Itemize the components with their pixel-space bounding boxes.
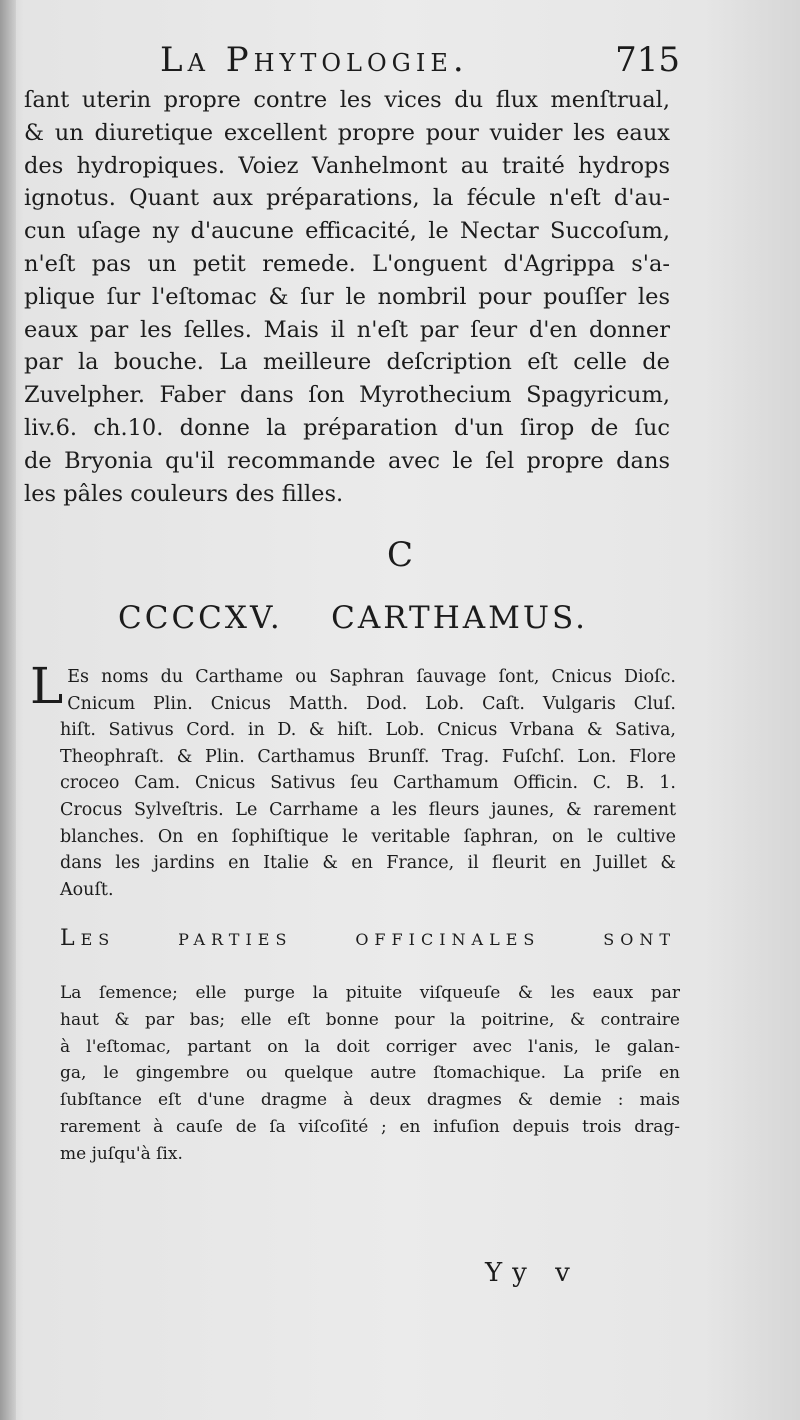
text-line: haut & par bas; elle eſt bonne pour la poitrine, & contraire [60,1009,680,1030]
paragraph-seed-uses [60,980,680,1168]
text-line: de Bryonia qu'il recommande avec le ſel propre dans [24,447,670,474]
subheading-text: ES PARTIES OFFICINALES SONT [80,930,676,949]
text-line: à l'eſtomac, partant on la doit corriger avec l'anis, le galan- [60,1036,680,1057]
text-line: Es noms du Carthame ou Saphran ſauvage ſont, Cnicus Dioſc. [67,667,676,687]
text-line: La ſemence; elle purge la pituite viſqueuſe & les eaux par [60,983,680,1003]
section-title: CCCCXV. CARTHAMUS. [118,600,588,636]
paragraph-bryonia-continued [24,84,670,510]
text-line: plique ſur l'eſtomac & ſur le nombril pour pouſſer les [24,283,670,310]
text-line: cun uſage ny d'aucune efficacité, le Nectar Succoſum, [24,218,670,245]
page-gutter [0,0,16,1420]
text-line: Zuvelpher. Faber dans ſon Myrothecium Spagyricum, [24,382,670,409]
text-line: ga, le gingembre ou quelque autre ſtomachique. La priſe en [60,1063,680,1084]
text-line: rarement à cauſe de ſa viſcoſité ; en infuſion depuis trois drag- [60,1116,680,1137]
text-line: Aouſt. [60,879,114,900]
text-line: liv.6. ch.10. donne la préparation d'un ſirop de ſuc [24,414,670,441]
paragraph-carthamus-names [30,657,676,903]
drop-cap: L [30,657,64,715]
page-header [160,40,680,90]
page-number: 715 [615,40,680,80]
text-line: me juſqu'à ſix. [60,1143,183,1164]
text-line: ſant uterin propre contre les vices du flux menſtrual, [24,87,670,113]
text-line: Crocus Sylveſtris. Le Carrhame a les fleurs jaunes, & rarement [60,799,676,820]
subheading-initial: L [60,926,81,951]
text-line: dans les jardins en Italie & en France, il fleurit en Juillet & [60,853,676,874]
subheading-officinal-parts [60,926,676,951]
text-line: eaux par les ſelles. Mais il n'eſt par ſeur d'en donner [24,316,670,343]
text-line: ſubſtance eſt d'une dragme à deux dragmes & demie : mais [60,1090,680,1111]
text-line: ignotus. Quant aux préparations, la fécule n'eſt d'au- [24,185,670,212]
text-line: Theophraſt. & Plin. Carthamus Brunſf. Trag. Fuſchſ. Lon. Flore [60,746,676,767]
signature-mark: Yy v [485,1258,580,1288]
text-line: Cnicum Plin. Cnicus Matth. Dod. Lob. Caſt. Vulgaris Cluſ. [67,693,676,714]
text-line: & un diuretique excellent propre pour vuider les eaux [24,119,670,146]
text-line: les pâles couleurs des filles. [24,480,344,507]
section-letter: C [386,535,413,575]
running-title: La Phytologie. [160,40,469,80]
text-line: blanches. On en ſophiſtique le veritable ſaphran, on le cultive [60,826,676,847]
text-line: n'eſt pas un petit remede. L'onguent d'Agrippa s'a- [24,250,670,277]
text-line: par la bouche. La meilleure deſcription eſt celle de [24,349,670,376]
text-line: hiſt. Sativus Cord. in D. & hiſt. Lob. Cnicus Vrbana & Sativa, [60,720,676,741]
text-line: croceo Cam. Cnicus Sativus ſeu Carthamum Officin. C. B. 1. [60,773,676,794]
text-line: des hydropiques. Voiez Vanhelmont au traité hydrops [24,152,670,179]
